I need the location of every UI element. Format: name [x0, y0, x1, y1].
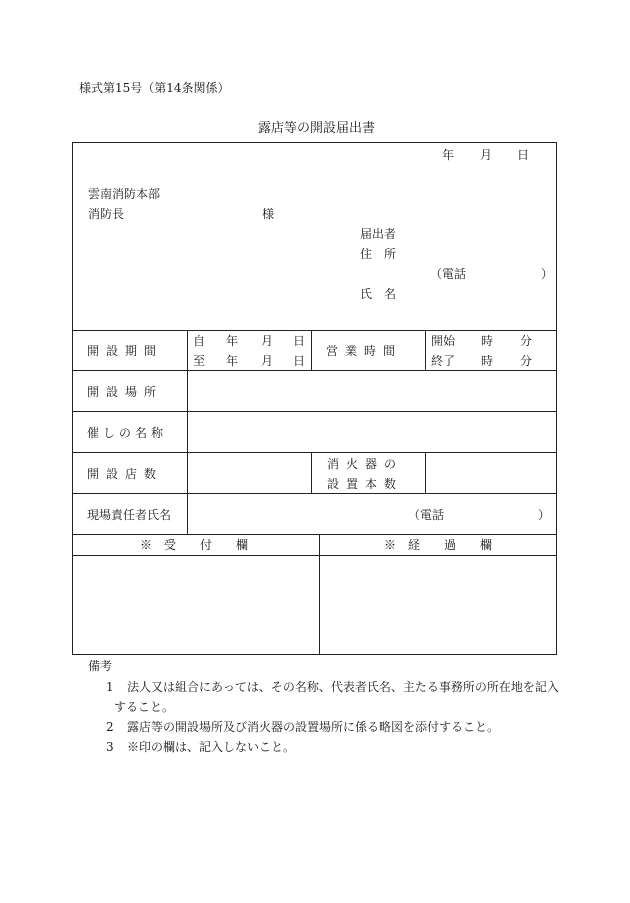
period-to-prefix: 至	[193, 354, 206, 368]
date-day-label: 日	[517, 148, 530, 162]
period-from-prefix: 自	[193, 334, 206, 348]
period-to-month: 月	[261, 354, 274, 368]
hours-end-prefix: 終了	[431, 354, 456, 368]
applicant-phone-open: （電話	[430, 267, 467, 281]
applicant-label: 届出者	[360, 227, 397, 241]
progress-heading: ※ 経 過 欄	[384, 538, 493, 552]
divider	[72, 493, 557, 494]
form-title: 露店等の開設届出書	[258, 121, 376, 136]
divider	[72, 534, 557, 535]
applicant-phone-close: ）	[541, 267, 554, 281]
divider	[72, 370, 557, 371]
hours-start-hour: 時	[481, 334, 494, 348]
applicant-name-label: 氏 名	[360, 287, 397, 301]
divider	[311, 330, 312, 371]
divider	[319, 534, 320, 655]
note-2-text: 露店等の開設場所及び消火器の設置場所に係る略図を添付すること。	[127, 720, 500, 734]
note-1-number: 1	[106, 680, 114, 694]
divider	[311, 452, 312, 493]
period-to-day: 日	[293, 354, 306, 368]
date-month-label: 月	[480, 148, 493, 162]
hours-start-prefix: 開始	[431, 334, 456, 348]
hours-start-minute: 分	[520, 334, 533, 348]
period-from-month: 月	[261, 334, 274, 348]
period-label: 開設期間	[87, 344, 164, 358]
reception-heading: ※ 受 付 欄	[140, 538, 249, 552]
period-from-year: 年	[226, 334, 239, 348]
divider	[425, 452, 426, 493]
manager-label: 現場責任者氏名	[87, 508, 172, 522]
divider	[72, 330, 557, 331]
divider	[425, 330, 426, 371]
extinguisher-label-1: 消火器の	[327, 457, 404, 471]
form-number: 様式第15号（第14条関係）	[79, 81, 230, 95]
extinguisher-label-2: 設置本数	[327, 477, 404, 491]
note-1-text-cont: すること。	[114, 700, 175, 714]
event-name-label: 催しの名称	[87, 426, 168, 440]
hours-end-minute: 分	[520, 354, 533, 368]
addressee-honorific: 様	[262, 207, 275, 221]
note-3-number: 3	[106, 740, 114, 754]
addressee-line1: 雲南消防本部	[88, 187, 161, 201]
manager-phone-open: （電話	[408, 508, 445, 522]
shop-count-label: 開設店数	[87, 467, 164, 481]
period-to-year: 年	[226, 354, 239, 368]
manager-phone-close: ）	[538, 508, 551, 522]
notes-heading: 備考	[88, 659, 113, 673]
note-1-text: 法人又は組合にあっては、その名称、代表者氏名、主たる事務所の所在地を記入	[127, 680, 559, 694]
note-2-number: 2	[106, 720, 114, 734]
divider	[72, 555, 557, 556]
addressee-line2: 消防長	[88, 207, 125, 221]
divider	[187, 330, 188, 534]
hours-end-hour: 時	[481, 354, 494, 368]
note-3-text: ※印の欄は、記入しないこと。	[127, 740, 296, 754]
divider	[72, 411, 557, 412]
applicant-address-label: 住 所	[360, 247, 397, 261]
hours-label: 営業時間	[326, 344, 403, 358]
period-from-day: 日	[293, 334, 306, 348]
divider	[72, 452, 557, 453]
date-year-label: 年	[442, 148, 455, 162]
location-label: 開設場所	[87, 385, 164, 399]
